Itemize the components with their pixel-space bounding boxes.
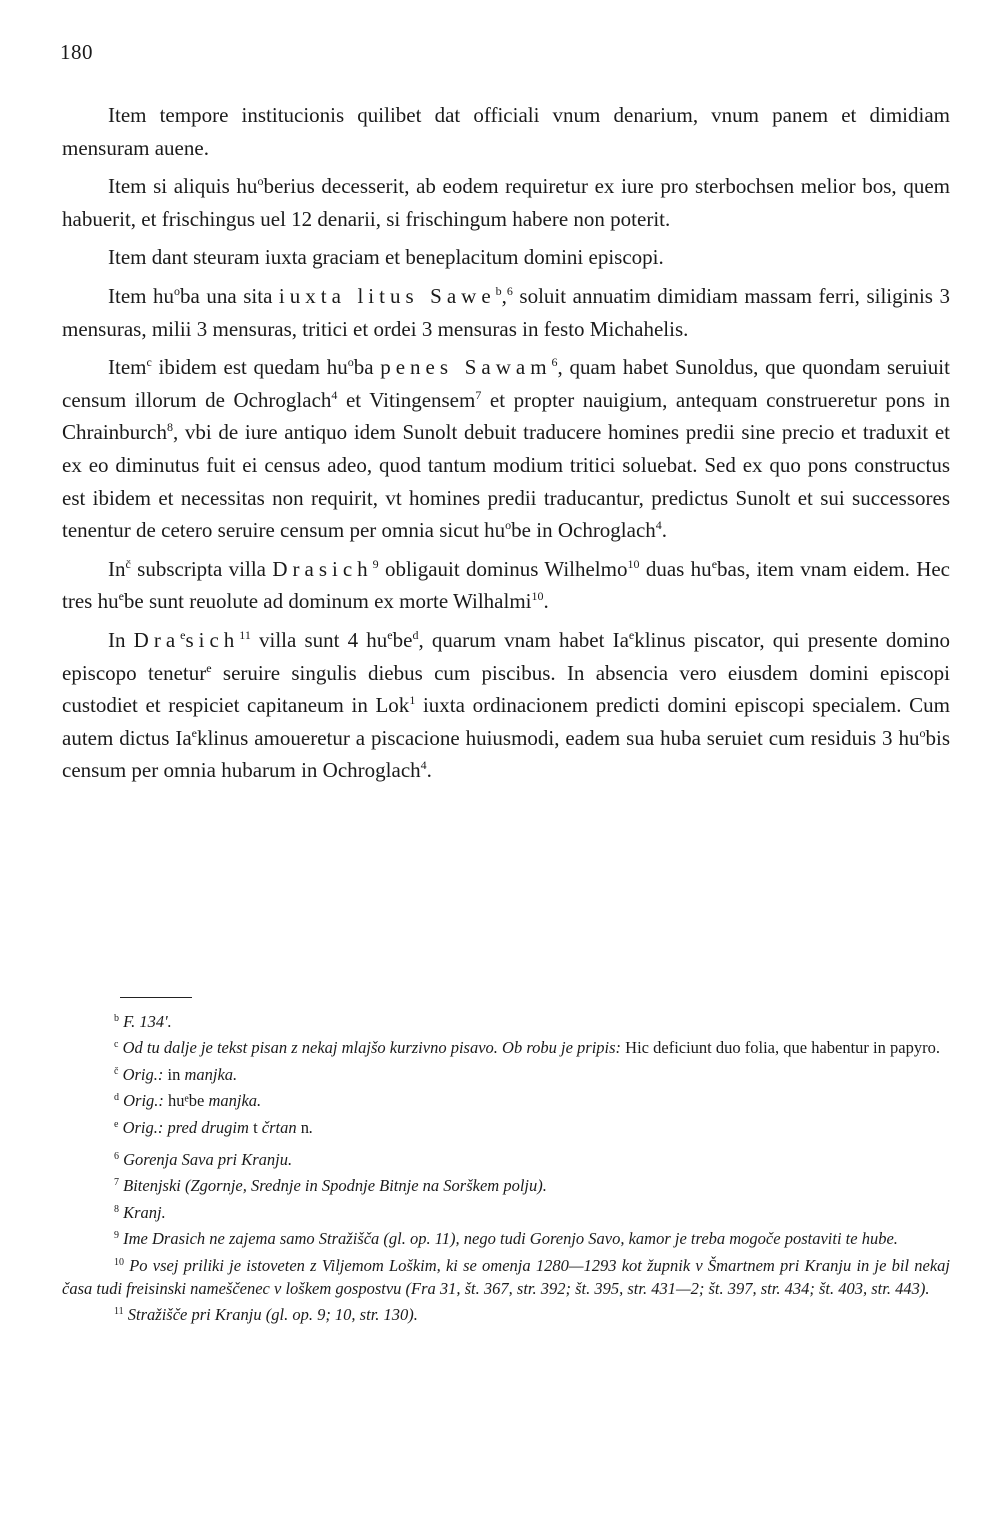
superscript-mark: 4 xyxy=(331,387,338,402)
text-run: Gorenja Sava pri Kranju. xyxy=(119,1150,293,1170)
superscript-mark: b xyxy=(114,1013,119,1024)
footnote-fn-c xyxy=(62,1036,950,1059)
superscript-mark: c xyxy=(114,1039,119,1051)
upright-text: t xyxy=(253,1117,258,1137)
spaced-text: penes Sawam xyxy=(380,355,552,380)
text-run: Bitenjski (Zgornje, Srednje in Spodnje Bitnje na Sorškem polju). xyxy=(119,1176,547,1196)
text-run: ba xyxy=(353,355,381,380)
text-run: . xyxy=(309,1117,314,1137)
footnote-fn-8 xyxy=(62,1201,950,1224)
text-run: črtan xyxy=(257,1117,301,1137)
superscript-mark: o xyxy=(257,174,264,189)
text-run: Item hu xyxy=(108,283,175,308)
footnote-fn-b xyxy=(62,1010,950,1033)
text-run: Item xyxy=(108,355,147,380)
text-run: Od tu dalje je tekst pisan z nekaj mlajšo kurzivno pisavo. Ob robu je pripis: xyxy=(118,1038,626,1058)
superscript-mark: 10 xyxy=(114,1256,124,1268)
superscript-mark: 9 xyxy=(372,556,379,571)
text-run: be in Ochroglach xyxy=(511,518,656,543)
superscript-mark: d xyxy=(114,1092,119,1104)
paragraph-p7 xyxy=(62,624,950,787)
spaced-text: iuxta litus Sawe xyxy=(278,283,496,308)
superscript-mark: 7 xyxy=(475,387,482,402)
superscript-mark: č xyxy=(125,556,131,571)
text-run: Orig.: xyxy=(119,1091,169,1111)
superscript-mark: 10 xyxy=(531,589,544,604)
text-run: Orig.: xyxy=(118,1064,168,1084)
text-run: ibidem est quedam hu xyxy=(151,355,348,380)
superscript-mark: č xyxy=(114,1065,119,1077)
text-run: iuxta ordinacionem predicti domini episcopi specialem. Cum autem dictus Ia xyxy=(62,693,950,750)
text-run: , vbi de iure antiquo idem Sunolt debuit traducere homines predii sine precio et traduxit et ex eo diminutus fuit ei census adeo, quod tantum modium tritici soluebat. Sed ex quo pons constructus est ibidem et necessitas non requirit, vt homines predii traducantur, predictus Sunolt et sui successores tenentur de cetero seruire censum per omnia sicut hu xyxy=(62,420,950,543)
footnote-fn-7 xyxy=(62,1174,950,1197)
paragraph-p3 xyxy=(62,241,950,274)
footnote-fn-cc xyxy=(62,1063,950,1086)
superscript-mark: e xyxy=(628,627,635,642)
paragraph-p2 xyxy=(62,170,950,235)
text-run: berius decesserit, ab eodem requiretur ex iure pro sterbochsen melior bos, quem habuerit, et frischingus uel 12 denarii, si frischingum habere non poterit. xyxy=(62,174,950,231)
spaced-text: sich xyxy=(185,627,240,652)
text-run: subscripta villa xyxy=(130,556,273,581)
text-run: Ime Drasich ne zajema samo Stražišča (gl. op. 11), nego tudi Gorenjo Savo, kamor je treba mogoče postaviti te hube. xyxy=(119,1229,898,1249)
text-run: , xyxy=(501,283,507,308)
text-run: Orig.: pred drugim xyxy=(118,1117,254,1137)
superscript-mark: o xyxy=(347,355,354,370)
text-run: klinus piscator, qui presente domino episcopo tenetur xyxy=(62,627,951,685)
superscript-mark: o xyxy=(919,725,926,740)
text-run: be xyxy=(392,627,413,652)
superscript-mark: 8 xyxy=(166,420,173,435)
text-run: manjka. xyxy=(204,1091,262,1111)
superscript-mark: d xyxy=(412,627,419,642)
footnote-separator xyxy=(120,997,192,998)
superscript-mark: 1 xyxy=(409,693,416,708)
superscript-mark: 11 xyxy=(239,627,251,642)
paragraph-p1 xyxy=(62,99,950,164)
text-run: Item si aliquis hu xyxy=(108,174,258,199)
text-run: . xyxy=(426,758,432,783)
text-run: et propter nauigium, antequam construeretur pons in Chrainburch xyxy=(62,387,950,445)
main-text xyxy=(62,99,950,793)
text-run: Po vsej priliki je istoveten z Viljemom Loškim, ki se omenja 1280—1293 kot župnik v Šmartnem pri Kranju in je bil nekaj časa tudi freisinski nameščenec v loškem gospostvu (Fra 31, št. 367, str. 392; št. 395, str. 431—2; št. 397, str. 434; št. 403, str. 443). xyxy=(62,1255,950,1299)
footnote-fn-11 xyxy=(62,1303,950,1326)
text-run: manjka. xyxy=(180,1064,238,1084)
superscript-mark: c xyxy=(146,355,152,370)
text-run: duas hu xyxy=(639,556,712,581)
text-run: bas, item vnam eidem. Hec tres hu xyxy=(62,556,951,614)
upright-text: in xyxy=(167,1064,181,1084)
footnote-fn-d xyxy=(62,1089,950,1112)
superscript-mark: b xyxy=(495,283,502,298)
text-run: , quarum vnam habet Ia xyxy=(418,627,629,652)
text-run: soluit annuatim dimidiam massam ferri, siliginis 3 mensuras, milii 3 mensuras, tritici et ordei 3 mensuras in festo Michahelis. xyxy=(62,283,950,341)
superscript-mark: e xyxy=(387,627,393,642)
superscript-mark: 7 xyxy=(114,1177,119,1189)
paragraph-p5 xyxy=(62,351,950,547)
superscript-mark: o xyxy=(174,283,181,298)
upright-text: huᵉbe xyxy=(168,1091,205,1111)
upright-text: Hic deficiunt duo folia, que habentur in papyro. xyxy=(625,1038,940,1058)
superscript-mark: 9 xyxy=(114,1230,119,1242)
paragraph-p6 xyxy=(62,553,950,618)
superscript-mark: e xyxy=(118,589,124,604)
text-run: ba una sita xyxy=(180,283,279,308)
footnote-fn-9 xyxy=(62,1227,950,1250)
footnote-fn-e xyxy=(62,1116,950,1139)
superscript-mark: o xyxy=(505,518,512,533)
text-run: seruire singulis diebus cum piscibus. In absencia vero eiusdem domini episcopi custodiet et respiciet capitaneum in Lok xyxy=(62,660,951,718)
superscript-mark: 6 xyxy=(551,355,558,370)
text-run: , quam habet Sunoldus, que quondam seruiuit censum illorum de Ochroglach xyxy=(62,355,950,412)
paragraph-p4 xyxy=(62,280,950,345)
text-run: Item dant steuram iuxta graciam et beneplacitum domini episcopi. xyxy=(108,245,664,270)
superscript-mark: e xyxy=(191,725,197,740)
text-run: bis censum per omnia hubarum in Ochroglach xyxy=(62,725,950,783)
superscript-mark: 6 xyxy=(506,283,513,298)
superscript-mark: 11 xyxy=(114,1306,124,1318)
text-run: . xyxy=(543,589,549,614)
text-run: villa sunt 4 hu xyxy=(250,627,388,652)
text-run: . xyxy=(661,518,668,543)
footnote-fn-10 xyxy=(62,1254,950,1301)
superscript-mark: e xyxy=(114,1118,119,1130)
superscript-mark: e xyxy=(711,556,718,571)
text-run: Item tempore institucionis quilibet dat officiali vnum denarium, vnum panem et dimidiam mensuram auene. xyxy=(62,103,950,160)
text-run: obligauit dominus Wilhelmo xyxy=(378,556,628,581)
superscript-mark: e xyxy=(180,627,186,642)
footnote-fn-6 xyxy=(62,1148,950,1171)
superscript-mark: 4 xyxy=(655,518,662,533)
page-number: 180 xyxy=(60,40,93,64)
text-run: In xyxy=(108,556,126,581)
text-run: Stražišče pri Kranju (gl. op. 9; 10, str. 130). xyxy=(123,1305,418,1325)
text-run: be sunt reuolute ad dominum ex morte Wilhalmi xyxy=(123,589,532,614)
superscript-mark: 10 xyxy=(627,556,640,571)
spaced-text: Dra xyxy=(133,627,181,652)
superscript-mark: 8 xyxy=(114,1203,119,1215)
text-run: In xyxy=(108,627,134,652)
superscript-mark: e xyxy=(206,660,212,675)
upright-text: n xyxy=(300,1117,309,1137)
text-run: et Vitingensem xyxy=(337,387,476,412)
superscript-mark: 6 xyxy=(114,1151,119,1163)
superscript-mark: 4 xyxy=(420,758,427,773)
footnotes xyxy=(62,1010,950,1330)
text-run: klinus amoueretur a piscacione huiusmodi, eadem sua huba seruiet cum residuis 3 hu xyxy=(196,725,920,750)
spaced-text: Drasich xyxy=(272,556,373,581)
text-run: Kranj. xyxy=(119,1202,166,1222)
text-run: F. 134'. xyxy=(119,1012,172,1031)
